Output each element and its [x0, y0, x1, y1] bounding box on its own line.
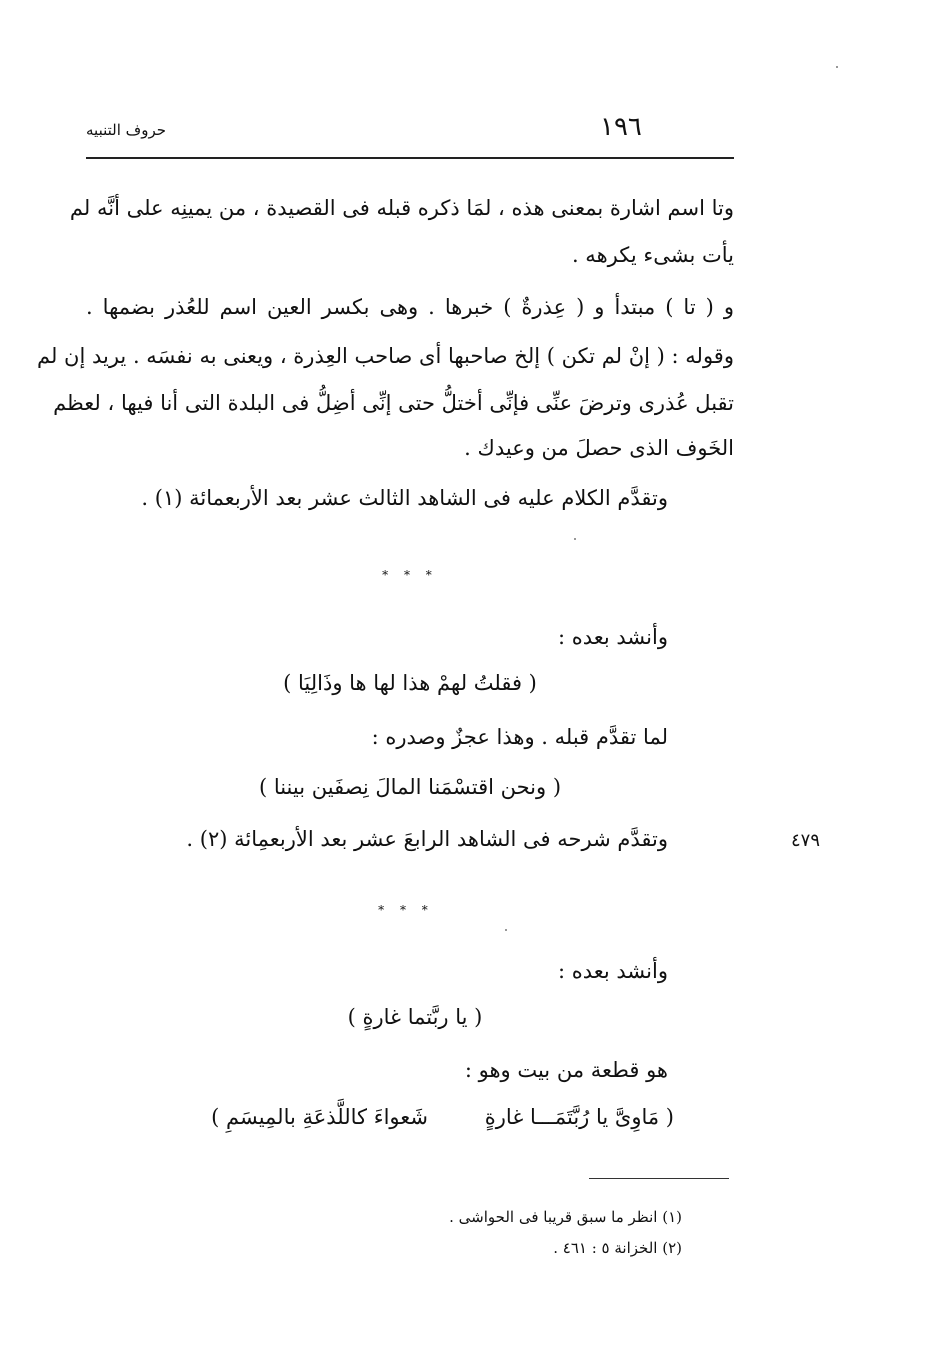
scan-speck: [574, 538, 576, 540]
page-number: ١٩٦: [600, 112, 642, 142]
paragraph-line: الخَوف الذى حصلَ من وعيدك .: [464, 436, 734, 460]
footnote: (٢) الخزانة ٥ : ٤٦١ .: [553, 1239, 682, 1257]
header-rule: [86, 157, 734, 159]
paragraph-line: وتقدَّم شرحه فى الشاهد الرابعَ عشر بعد الأربعمِائة (٢) .: [186, 827, 668, 851]
verse-line: ( يا ربَّتما غارةٍ ): [347, 1005, 483, 1029]
verse-hemistich-left: شَعواءَ كاللَّذعَةِ بالمِيسَمِ ): [211, 1105, 428, 1129]
paragraph-line: يأت بشىء يكرهه .: [571, 243, 734, 267]
paragraph-line: وتا اسم اشارة بمعنى هذه ، لمَا ذكره قبله فى القصيدة ، من يمينِه على أنَّه لم: [69, 196, 734, 220]
paragraph-line: هو قطعة من بيت وهو :: [464, 1058, 668, 1082]
verse-intro: وأنشد بعده :: [557, 959, 668, 983]
section-separator: * * *: [382, 568, 438, 582]
scan-speck: [505, 929, 507, 931]
paragraph-line: لما تقدَّم قبله . وهذا عجزٌ وصدره :: [371, 725, 668, 749]
verse-line: ( ونحن اقتسْمَنا المالَ نِصفَين بيننا ): [258, 775, 562, 799]
paragraph-line: وتقدَّم الكلام عليه فى الشاهد الثالث عشر بعد الأربعمائة (١) .: [141, 486, 668, 510]
section-separator: * * *: [378, 903, 434, 917]
verse-line: ( فقلتُ لهمْ هذا لها ها وذَالِيَا ): [283, 671, 537, 695]
verse-hemistich-right: ( مَاوِىَّ يا رُبَّتَمَـــا غارةٍ: [484, 1105, 674, 1129]
footnote-rule: [589, 1178, 729, 1179]
scan-speck: [836, 66, 838, 68]
running-header-title: حروف التنبيه: [86, 121, 166, 139]
verse-intro: وأنشد بعده :: [557, 625, 668, 649]
paragraph-line: وقوله : ( إنْ لم تكن ) إلخ صاحبها أى صاحب العِذرة ، ويعنى به نفسَه . يريد إن لم: [37, 344, 734, 368]
margin-reference-number: ٤٧٩: [790, 830, 820, 851]
footnote: (١) انظر ما سبق قريبا فى الحواشى .: [449, 1208, 682, 1226]
paragraph-line: و ( تا ) مبتدأ و ( عِذرةٌ ) خبرها . وهى بكسر العين اسم للعُذر بضمها .: [86, 295, 734, 319]
paragraph-line: تقبل عُذرى وترضَ عنِّى فإنِّى أختلُّ حتى إنِّى أضِلُّ فى البلدة التى أنا فيها ، لعظم: [53, 391, 734, 415]
